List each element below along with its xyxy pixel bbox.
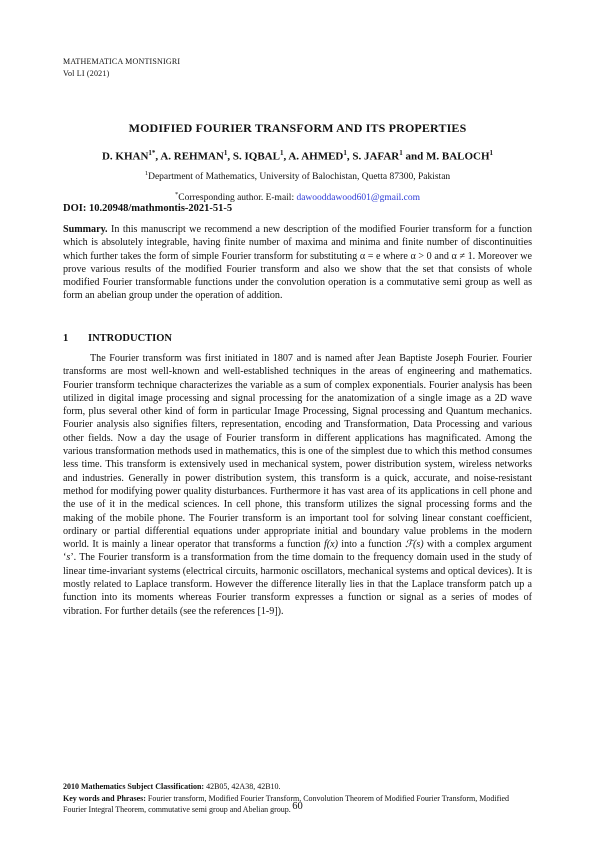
corresponding-author-line: *Corresponding author. E-mail: dawooddawood601@gmail.com xyxy=(175,191,420,204)
summary-paragraph xyxy=(63,223,532,303)
author-list xyxy=(0,149,595,163)
msc-classification: 2010 Mathematics Subject Classification: 42B05, 42A38, 42B10. xyxy=(63,782,281,791)
paper-title: MODIFIED FOURIER TRANSFORM AND ITS PROPERTIES xyxy=(128,121,467,135)
author-separator: and xyxy=(402,150,426,163)
author-name: A. AHMED xyxy=(288,150,344,163)
affiliation-block xyxy=(0,165,595,207)
author-affiliation-mark: 1 xyxy=(279,149,284,157)
author-name: D. KHAN xyxy=(101,150,149,163)
email-link[interactable]: dawooddawood601@gmail.com xyxy=(296,193,420,204)
author-affiliation-mark: 1 xyxy=(489,149,494,157)
author-name: S. JAFAR xyxy=(352,150,400,163)
journal-header xyxy=(63,56,180,80)
affiliation-line: $^1$Department of Mathematics, University of Balochistan, Quetta 87300, Pakistan xyxy=(144,170,451,183)
section-number: 1 xyxy=(63,333,69,344)
author-separator: , xyxy=(283,150,289,163)
author-affiliation-mark: 1 xyxy=(399,149,403,157)
author-affiliation-mark: 1 xyxy=(223,149,228,157)
section-title: INTRODUCTION xyxy=(88,333,173,344)
author-separator: , xyxy=(346,150,353,163)
author-separator: , xyxy=(227,150,233,163)
journal-volume: Vol LI (2021) xyxy=(63,69,110,78)
author-separator: , xyxy=(155,150,161,163)
author-name: S. IQBAL xyxy=(232,150,280,163)
keywords: Key words and Phrases: Fourier transform, Modified Fourier Transform, Convolution Theorem of Modified Fourier Transform, Modified Fourier Integral Theorem, commutative semi group and Abelian group. xyxy=(63,793,510,814)
author-affiliation-mark: 1* xyxy=(148,149,156,157)
introduction-paragraph: The Fourier transform was first initiated in 1807 and is named after Jean Baptiste Joseph Fourier. Fourier transforms are most well-known and well-established techniques in the areas of engineering and mathematics. Fourier transform technique characterizes the variable as a sum of complex exponentials. Fourier analysis has been utilized in digital image processing and signal processing for the anatomization of a single image as a 2D wave form, plus several other kind of form in particular Image Processing, Signal processing and Quantum mechanics. Fourier analysis also signifies filters, representation, encoding and Transformation, Data Processing and various other fields. Now a day the usage of Fourier transform in different applications has magnificated. Among the various transformation methods used in mathematics, this is one of the simplest due to which this method consumes less time. This transform is extensively used in mechanical system, power distribution system, wireless networks and industries. Generally in power distribution system, this transform is a quick, accurate, and noise-resistant method for modifying power quality disturbances. Furthermore it has vast area of its applications in cell phone and the use of it in the medical sciences. In cell phone, this transform utilizes the signal processing forms and the making of the mobile phone. The Fourier transform is an important tool for solving linear constant coefficient, ordinary or partial differential equations under appropriate initial and boundary value problems in the modern world. It is mainly a linear operator that transforms a function f(x) into a function ℱ(s) with a complex argument ‘s’. The Fourier transform is a transformation from the time domain to the frequency domain used in the study of linear time-invariant systems (electrical circuits, harmonic oscillators, mechanical systems and optical devices). It is mostly related to Laplace transform. However the difference literally lies in that the Laplace transform patch up a function into its moments whereas Fourier transform expresses a function or signal as a series of modes of vibration. For further details (see the references [1-9]). xyxy=(63,353,532,617)
author-name: M. BALOCH xyxy=(425,150,490,163)
summary-text: In this manuscript we recommend a new description of the modified Fourier transform for a function which is absolutely integrable, having finite number of maxima and minima and finite number of discontinuities which further takes the form of simple Fourier transform for substituting α = e where α > 0 and α ≠ 1. Moreover we prove various results of the modified Fourier transform and also we show that the set that consists of whole modified Fourier transformable functions under the convolution operation is a commutative semi group as well as form an abelian group under the operation of addition. xyxy=(63,224,532,302)
summary-label: Summary. xyxy=(63,224,108,235)
math-fx: f(x) xyxy=(323,539,338,551)
journal-name: MATHEMATICA MONTISNIGRI xyxy=(63,57,181,66)
author-affiliation-mark: 1 xyxy=(343,149,347,157)
math-Fs: ℱ(s) xyxy=(405,539,424,551)
doi-line: DOI: 10.20948/mathmontis-2021-51-5 xyxy=(63,203,233,214)
section-heading xyxy=(63,333,172,344)
page-number: 60 xyxy=(292,801,303,812)
author-name: A. REHMAN xyxy=(160,150,224,163)
introduction-body xyxy=(63,352,532,618)
math-s: s xyxy=(66,552,71,564)
